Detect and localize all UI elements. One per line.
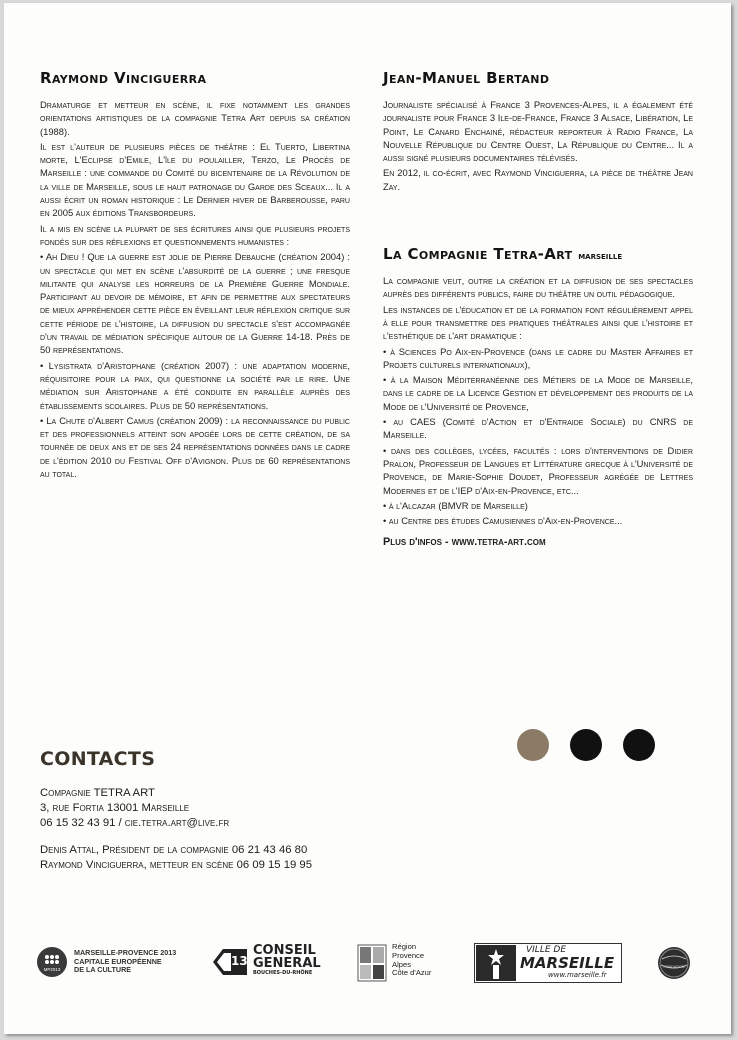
fondation-label: FONDATION xyxy=(663,965,685,969)
compagnie-para-2: Les instances de l'éducation et de la formation font régulièrement appel à elle pour transmettre des pratiques théâtrales ainsi que l'histoire et l'esthétique de l'art dramatique : xyxy=(383,303,693,342)
conseil-line2: GENERAL xyxy=(253,956,321,971)
right-column xyxy=(383,69,693,548)
mp2013-line3: DE LA CULTURE xyxy=(74,965,132,974)
compagnie-bullet-3: • au CAES (Comité d'Action et d'Entraide Sociale) du CNRS de Marseille. xyxy=(383,415,693,442)
left-column xyxy=(40,69,350,482)
mp2013-badge: MP2013 xyxy=(43,967,61,972)
conseil-line1: CONSEIL xyxy=(253,943,316,958)
contact-director: Raymond Vinciguerra, metteur en scène 06 09 15 19 95 xyxy=(40,859,312,871)
raymond-heading: Raymond Vinciguerra xyxy=(40,69,207,87)
compagnie-text xyxy=(383,274,693,527)
marseille-flag-icon xyxy=(476,945,516,981)
dot-black-2 xyxy=(623,729,655,761)
conseil-line3: BOUCHES-DU-RHÔNE xyxy=(253,970,313,976)
mp2013-line2: CAPITALE EUROPÉENNE xyxy=(74,956,162,966)
raymond-bio xyxy=(40,98,350,480)
jean-manuel-bio xyxy=(383,98,693,193)
compagnie-para-1: La compagnie veut, outre la création et la diffusion de ses spectacles auprès des différents publics, faire du théâtre un outil pédagogique. xyxy=(383,275,693,300)
compagnie-heading-suffix: marseille xyxy=(578,251,623,263)
contact-phone-email[interactable]: 06 15 32 43 91 / cie.tetra.art@live.fr xyxy=(40,817,230,829)
ville-marseille-logo xyxy=(474,943,622,983)
contact-address: 3, rue Fortia 13001 Marseille xyxy=(40,802,190,814)
raymond-bullet-3: • La Chute d'Albert Camus (création 2009) : la reconnaissance du public et des professionnels atteint son apogée lors de cette création, de sa tournée de deux ans et de ses 24 représentations données dans le cadre de l'édition 2010 du Festival Off d'Avignon. Plus de 60 représentations au total. xyxy=(40,414,350,480)
compagnie-heading-text: La Compagnie Tetra-Art xyxy=(383,245,573,264)
raymond-para-3: Il a mis en scène la plupart de ses écritures ainsi que plusieurs projets fondés sur des réflexions et questionnements humanistes : xyxy=(40,222,350,247)
raymond-para-2: Il est l'auteur de plusieurs pièces de théâtre : El Tuerto, Libertina morte, L'Eclipse d'Emile, L'île du poulailler, Terzo, Le Procès de Marseille : une commande du Comité du bicentenaire de la Révolution de la ville de Marseille, sous le haut patronage du Garde des Sceaux... Il a aussi écrit un roman historique : Le Dernier hiver de Barberousse, paru en 2005 aux éditions Transbordeurs. xyxy=(40,140,350,219)
ville-line2: MARSEILLE xyxy=(520,954,615,972)
region-flag-icon xyxy=(356,943,388,983)
contact-company: Compagnie TETRA ART xyxy=(40,787,155,799)
document-page xyxy=(4,3,731,1034)
ville-line3: www.marseille.fr xyxy=(548,971,607,979)
sponsor-logos xyxy=(34,943,704,983)
compagnie-bullet-2: • à la Maison Méditerranéenne des Métiers de la Mode de Marseille, dans le cadre de la Licence Gestion et développement des produits de la Mode de l'Université de Provence, xyxy=(383,373,693,413)
fondation-globe-icon xyxy=(656,945,692,981)
jean-manuel-para-1: Journaliste spécialisé à France 3 Provences-Alpes, il a également été journaliste pour France 3 Ile-de-France, France 3 Alsace, Libération, Le Point, Le Canard Enchainé, rédacteur reporteur à Radio France, La Nouvelle République du Centre Ouest, La République du Centre... Il a aussi signé plusieurs documentaires télévisés. xyxy=(383,99,693,164)
compagnie-heading xyxy=(383,245,693,263)
region-line1: Région xyxy=(392,942,417,951)
region-line2: Provence xyxy=(392,950,425,960)
conseil-number: 13 xyxy=(231,954,248,968)
region-logo xyxy=(356,943,456,983)
region-line4: Côte d'Azur xyxy=(392,968,432,978)
ville-line1: VILLE DE xyxy=(526,945,567,955)
contacts-section xyxy=(40,748,400,873)
compagnie-bullet-1: • à Sciences Po Aix-en-Provence (dans le cadre du Master Affaires et Projets culturels internationaux), xyxy=(383,345,693,372)
fondation-logo xyxy=(656,945,692,981)
compagnie-bullet-6: • au Centre des études Camusiennes d'Aix-en-Provence... xyxy=(383,514,693,527)
contact-president: Denis Attal, Président de la compagnie 06 21 43 46 80 xyxy=(40,844,308,856)
jean-manuel-heading: Jean-Manuel Bertand xyxy=(383,69,550,87)
region-line3: Alpes xyxy=(392,959,411,969)
dot-brown xyxy=(517,729,549,761)
mp2013-logo xyxy=(36,945,196,979)
more-info-link[interactable]: Plus d'infos - www.tetra-art.com xyxy=(383,536,546,549)
jean-manuel-para-2: En 2012, il co-écrit, avec Raymond Vinciguerra, la pièce de théâtre Jean Zay. xyxy=(383,167,693,192)
compagnie-bullet-5: • à l'Alcazar (BMVR de Marseille) xyxy=(383,499,693,512)
dot-black-1 xyxy=(570,729,602,761)
raymond-bullet-1: • Ah Dieu ! Que la guerre est jolie de Pierre Debauche (création 2004) : un spectacle qui met en scène l'absurdité de la guerre ; une fresque militante qui analyse les horreurs de la Première Guerre Mondiale. Participant au devoir de mémoire, et afin de permettre aux spectateurs de mieux appréhender cette pièce en éveillant leur réflexion critique sur cette période de l'histoire, la diffusion du spectacle s'est accompagnée d'un travail de médiation spécifique autour de la Guerre 14-18. Près de 50 représentations. xyxy=(40,250,350,356)
contacts-heading: CONTACTS xyxy=(40,748,156,770)
compagnie-bullet-4: • dans des collèges, lycées, facultés : lors d'interventions de Didier Pralon, Professeur de Langues et Littérature grecque à l'Université de Provence, de Marie-Sophie Doudet, Professeur agrégée de Lettres Modernes et de l'IEP d'Aix-en-Provence, etc... xyxy=(383,444,693,497)
raymond-para-1: Dramaturge et metteur en scène, il fixe notamment les grandes orientations artistiques de la compagnie Tetra Art depuis sa création (1988). xyxy=(40,99,350,137)
conseil-general-logo xyxy=(211,943,341,981)
mp2013-line1: MARSEILLE-PROVENCE 2013 xyxy=(74,948,177,957)
raymond-bullet-2: • Lysistrata d'Aristophane (création 2007) : une adaptation moderne, réquisitoire pour la paix, qui questionne la société par le rire. Une médiation sur Aristophane a été conduite en parallèle auprès des établissements scolaires. Plus de 50 représentations. xyxy=(40,359,350,412)
decorative-dots xyxy=(517,729,655,761)
